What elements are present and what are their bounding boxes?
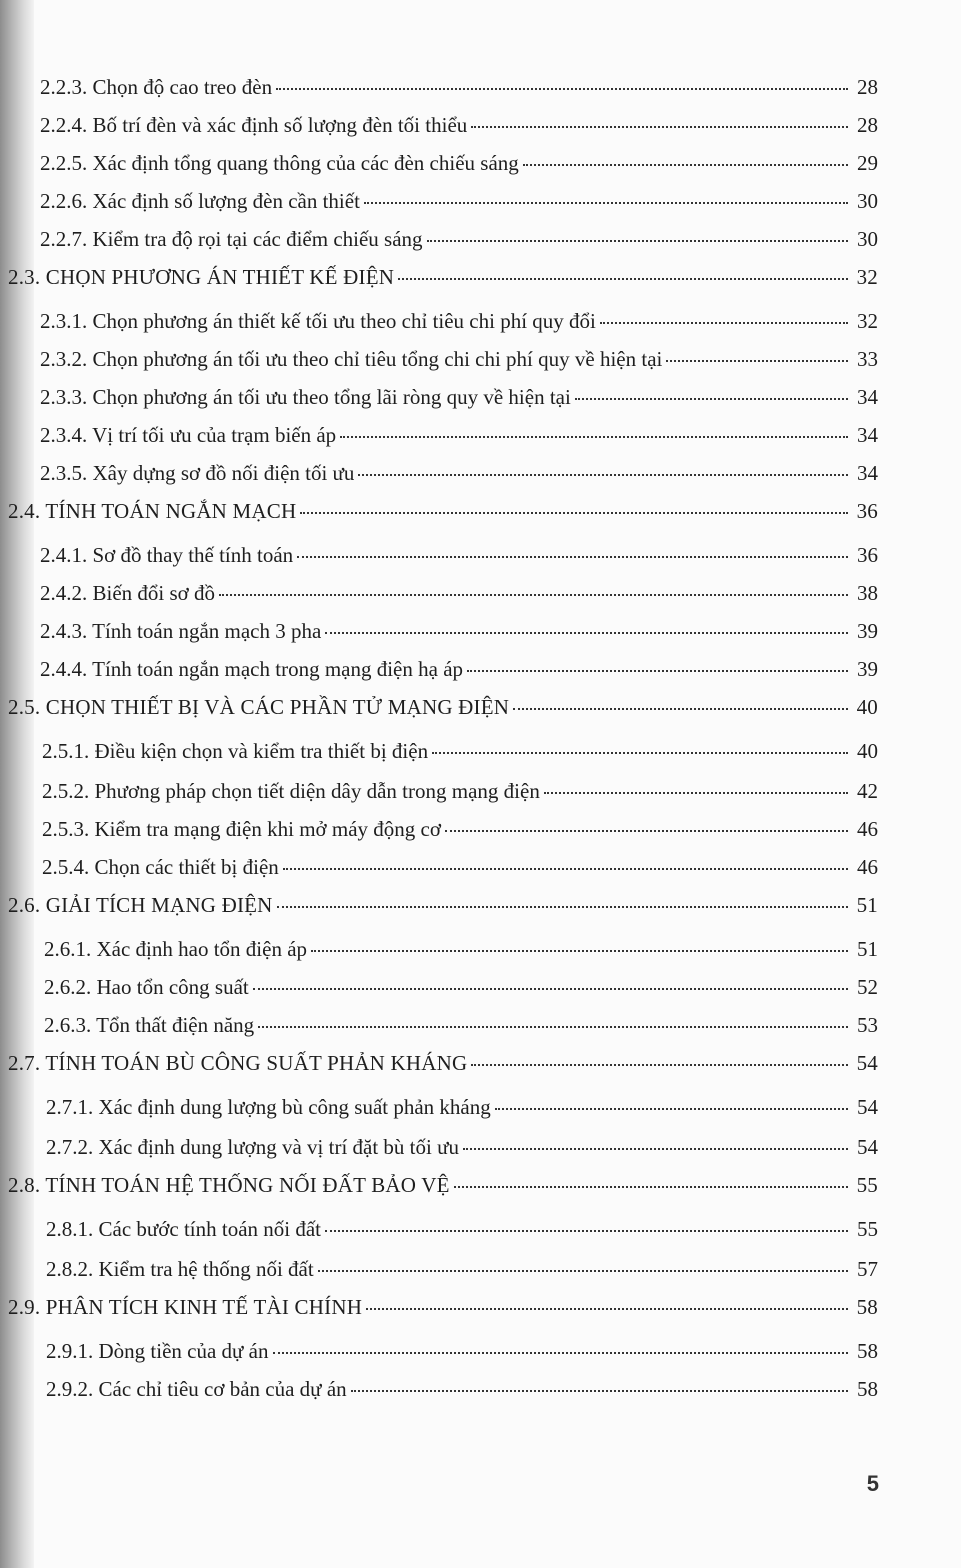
toc-entry-page: 51 — [856, 893, 878, 917]
toc-entry-page: 34 — [857, 423, 878, 447]
toc-entry-title: 2.3.4. Vị trí tối ưu của trạm biến áp — [40, 423, 337, 447]
toc-subsection-entry — [44, 936, 878, 962]
toc-dot-leader — [273, 1350, 849, 1354]
toc-entry-title: 2.6.2. Hao tổn công suất — [44, 975, 249, 999]
toc-dot-leader — [471, 1062, 848, 1066]
toc-entry-title: 2.7.1. Xác định dung lượng bù công suất phản kháng — [46, 1095, 491, 1119]
toc-entry-title: 2.8. TÍNH TOÁN HỆ THỐNG NỐI ĐẤT BẢO VỆ — [8, 1173, 450, 1197]
toc-dot-leader — [325, 1228, 848, 1232]
toc-subsection-entry — [40, 112, 878, 138]
toc-entry-page: 28 — [857, 113, 878, 137]
toc-dot-leader — [276, 86, 848, 90]
toc-subsection-entry — [46, 1216, 878, 1242]
toc-dot-leader — [445, 828, 848, 832]
toc-entry-title: 2.9.2. Các chỉ tiêu cơ bản của dự án — [46, 1377, 347, 1401]
toc-dot-leader — [513, 706, 848, 710]
toc-entry-page: 40 — [857, 739, 878, 763]
toc-dot-leader — [351, 1388, 848, 1392]
toc-subsection-entry — [46, 1094, 878, 1120]
toc-subsection-entry — [46, 1338, 878, 1364]
toc-entry-title: 2.3.5. Xây dựng sơ đồ nối điện tối ưu — [40, 461, 355, 485]
toc-entry-title: 2.4.3. Tính toán ngắn mạch 3 pha — [40, 619, 322, 643]
toc-entry-page: 54 — [857, 1135, 878, 1159]
toc-entry-title: 2.2.3. Chọn độ cao treo đèn — [40, 75, 273, 99]
toc-entry-page: 58 — [856, 1295, 878, 1319]
toc-entry-title: 2.7.2. Xác định dung lượng và vị trí đặt bù tối ưu — [46, 1135, 459, 1159]
toc-entry-title: 2.4. TÍNH TOÁN NGẮN MẠCH — [8, 499, 297, 523]
toc-dot-leader — [398, 276, 848, 280]
toc-entry-page: 30 — [857, 227, 878, 251]
toc-subsection-entry — [42, 778, 878, 804]
toc-dot-leader — [300, 510, 848, 514]
toc-subsection-entry — [40, 580, 878, 606]
toc-subsection-entry — [40, 346, 878, 372]
toc-dot-leader — [666, 358, 848, 362]
toc-entry-title: 2.5.1. Điều kiện chọn và kiểm tra thiết bị điện — [42, 739, 429, 763]
toc-entry-title: 2.2.4. Bố trí đèn và xác định số lượng đèn tối thiểu — [40, 113, 468, 137]
toc-entry-page: 57 — [857, 1257, 878, 1281]
toc-section-entry — [8, 892, 878, 918]
toc-dot-leader — [325, 630, 848, 634]
toc-entry-title: 2.6.1. Xác định hao tổn điện áp — [44, 937, 308, 961]
toc-subsection-entry — [40, 656, 878, 682]
toc-entry-page: 34 — [857, 461, 878, 485]
toc-subsection-entry — [40, 542, 878, 568]
toc-subsection-entry — [42, 738, 878, 764]
toc-subsection-entry — [42, 816, 878, 842]
toc-entry-title: 2.4.2. Biến đổi sơ đồ — [40, 581, 216, 605]
toc-entry-page: 39 — [857, 619, 878, 643]
toc-entry-page: 34 — [857, 385, 878, 409]
toc-entry-page: 55 — [857, 1217, 878, 1241]
toc-entry-page: 32 — [856, 265, 878, 289]
toc-dot-leader — [575, 396, 848, 400]
toc-entry-page: 38 — [857, 581, 878, 605]
toc-dot-leader — [219, 592, 848, 596]
toc-entry-page: 40 — [856, 695, 878, 719]
toc-subsection-entry — [46, 1376, 878, 1402]
toc-entry-page: 58 — [857, 1339, 878, 1363]
toc-entry-page: 51 — [857, 937, 878, 961]
toc-subsection-entry — [40, 422, 878, 448]
toc-subsection-entry — [44, 974, 878, 1000]
toc-dot-leader — [600, 320, 848, 324]
toc-subsection-entry — [46, 1256, 878, 1282]
toc-section-entry — [8, 694, 878, 720]
toc-entry-title: 2.4.1. Sơ đồ thay thế tính toán — [40, 543, 294, 567]
toc-entry-title: 2.3. CHỌN PHƯƠNG ÁN THIẾT KẾ ĐIỆN — [8, 265, 395, 289]
toc-entry-title: 2.9.1. Dòng tiền của dự án — [46, 1339, 269, 1363]
toc-entry-title: 2.5. CHỌN THIẾT BỊ VÀ CÁC PHẦN TỬ MẠNG ĐIỆN — [8, 695, 510, 719]
toc-entry-page: 46 — [857, 817, 878, 841]
toc-dot-leader — [463, 1146, 848, 1150]
toc-entry-title: 2.5.3. Kiểm tra mạng điện khi mở máy động cơ — [42, 817, 441, 841]
toc-entry-title: 2.2.6. Xác định số lượng đèn cần thiết — [40, 189, 360, 213]
toc-dot-leader — [495, 1106, 848, 1110]
toc-dot-leader — [467, 668, 848, 672]
toc-section-entry — [8, 264, 878, 290]
toc-entry-page: 30 — [857, 189, 878, 213]
toc-subsection-entry — [40, 618, 878, 644]
toc-entry-title: 2.8.2. Kiểm tra hệ thống nối đất — [46, 1257, 314, 1281]
toc-entry-page: 42 — [857, 779, 878, 803]
toc-entry-title: 2.2.5. Xác định tổng quang thông của các đèn chiếu sáng — [40, 151, 519, 175]
toc-section-entry — [8, 1294, 878, 1320]
toc-dot-leader — [544, 790, 848, 794]
toc-entry-title: 2.6. GIẢI TÍCH MẠNG ĐIỆN — [8, 893, 273, 917]
toc-entry-page: 54 — [857, 1095, 878, 1119]
toc-entry-page: 55 — [856, 1173, 878, 1197]
toc-subsection-entry — [40, 384, 878, 410]
toc-dot-leader — [358, 472, 848, 476]
toc-dot-leader — [283, 866, 848, 870]
toc-entry-title: 2.2.7. Kiểm tra độ rọi tại các điểm chiếu sáng — [40, 227, 423, 251]
toc-entry-title: 2.3.3. Chọn phương án tối ưu theo tổng lãi ròng quy về hiện tại — [40, 385, 571, 409]
toc-entry-page: 32 — [857, 309, 878, 333]
toc-entry-page: 33 — [857, 347, 878, 371]
toc-entry-page: 53 — [857, 1013, 878, 1037]
toc-entry-title: 2.3.2. Chọn phương án tối ưu theo chỉ tiêu tổng chi chi phí quy về hiện tại — [40, 347, 663, 371]
toc-entry-title: 2.5.4. Chọn các thiết bị điện — [42, 855, 279, 879]
toc-entry-title: 2.5.2. Phương pháp chọn tiết diện dây dẫn trong mạng điện — [42, 779, 540, 803]
toc-subsection-entry — [44, 1012, 878, 1038]
toc-dot-leader — [471, 124, 848, 128]
toc-subsection-entry — [40, 226, 878, 252]
toc-subsection-entry — [40, 150, 878, 176]
toc-section-entry — [8, 1050, 878, 1076]
toc-subsection-entry — [40, 308, 878, 334]
toc-entry-page: 58 — [857, 1377, 878, 1401]
toc-entry-page: 36 — [856, 499, 878, 523]
toc-entry-title: 2.8.1. Các bước tính toán nối đất — [46, 1217, 322, 1241]
toc-dot-leader — [258, 1024, 848, 1028]
toc-entry-title: 2.3.1. Chọn phương án thiết kế tối ưu theo chỉ tiêu chi phí quy đổi — [40, 309, 596, 333]
toc-dot-leader — [297, 554, 848, 558]
page-number: 5 — [866, 1471, 879, 1496]
toc-dot-leader — [523, 162, 848, 166]
toc-entry-page: 46 — [857, 855, 878, 879]
toc-subsection-entry — [40, 188, 878, 214]
toc-dot-leader — [277, 904, 848, 908]
toc-subsection-entry — [46, 1134, 878, 1160]
toc-dot-leader — [366, 1306, 848, 1310]
toc-entry-title: 2.6.3. Tổn thất điện năng — [44, 1013, 255, 1037]
toc-section-entry — [8, 1172, 878, 1198]
toc-subsection-entry — [40, 74, 878, 100]
toc-subsection-entry — [42, 854, 878, 880]
toc-dot-leader — [432, 750, 848, 754]
toc-subsection-entry — [40, 460, 878, 486]
toc-entry-page: 39 — [857, 657, 878, 681]
toc-dot-leader — [318, 1268, 848, 1272]
toc-entry-page: 36 — [857, 543, 878, 567]
toc-dot-leader — [340, 434, 848, 438]
toc-entry-title: 2.9. PHÂN TÍCH KINH TẾ TÀI CHÍNH — [8, 1295, 363, 1319]
toc-dot-leader — [427, 238, 848, 242]
toc-dot-leader — [364, 200, 848, 204]
toc-dot-leader — [454, 1184, 848, 1188]
toc-dot-leader — [311, 948, 848, 952]
toc-dot-leader — [253, 986, 848, 990]
toc-entry-page: 54 — [856, 1051, 878, 1075]
toc-entry-title: 2.4.4. Tính toán ngắn mạch trong mạng điện hạ áp — [40, 657, 464, 681]
toc-entry-title: 2.7. TÍNH TOÁN BÙ CÔNG SUẤT PHẢN KHÁNG — [8, 1051, 468, 1075]
toc-entry-page: 29 — [857, 151, 878, 175]
toc-section-entry — [8, 498, 878, 524]
toc-entry-page: 28 — [857, 75, 878, 99]
toc-entry-page: 52 — [857, 975, 878, 999]
